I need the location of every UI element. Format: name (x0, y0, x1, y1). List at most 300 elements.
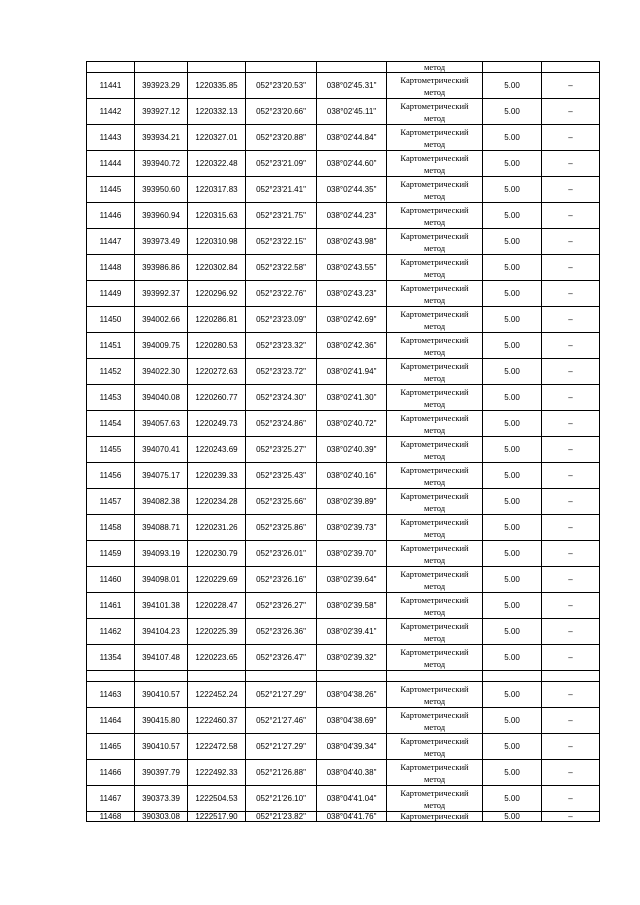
table-row (87, 708, 600, 734)
note-cell: – (542, 567, 600, 593)
accuracy-cell: 5.00 (483, 734, 542, 760)
method-text: Картометрический (400, 811, 469, 821)
note-cell: – (542, 255, 600, 281)
latitude-cell: 052°23'23.72" (246, 359, 317, 385)
note-cell: – (542, 463, 600, 489)
longitude-cell: 038°02'43.98" (317, 229, 387, 255)
point-number-cell: 11465 (87, 734, 135, 760)
note-cell: – (542, 489, 600, 515)
accuracy-cell: 5.00 (483, 682, 542, 708)
longitude-cell: 038°02'40.39" (317, 437, 387, 463)
method-text: Картометрический (400, 709, 469, 720)
note-cell: – (542, 515, 600, 541)
coord-y-cell: 1220228.47 (188, 593, 246, 619)
longitude-cell: 038°02'39.73" (317, 515, 387, 541)
method-text: метод (423, 320, 446, 331)
latitude-cell: 052°23'26.01" (246, 541, 317, 567)
method-text: Картометрический (400, 761, 469, 772)
table-row (87, 385, 600, 411)
table-row (87, 812, 600, 822)
latitude-cell: 052°23'23.32" (246, 333, 317, 359)
accuracy-cell: 5.00 (483, 541, 542, 567)
method-text: метод (423, 799, 446, 810)
accuracy-cell: 5.00 (483, 411, 542, 437)
coord-y-cell: 1220317.83 (188, 177, 246, 203)
method-text: метод (423, 606, 446, 617)
accuracy-cell: 5.00 (483, 333, 542, 359)
coord-x-cell: 394101.38 (135, 593, 188, 619)
method-cell (387, 760, 483, 786)
method-text: Картометрический (400, 490, 469, 501)
coord-y-cell: 1220229.69 (188, 567, 246, 593)
point-number-cell: 11463 (87, 682, 135, 708)
table-row-separator (87, 671, 600, 682)
longitude-cell: 038°02'39.64" (317, 567, 387, 593)
method-text: Картометрический (400, 386, 469, 397)
longitude-cell: 038°04'41.04" (317, 786, 387, 812)
table-row (87, 177, 600, 203)
coord-x-cell: 390410.57 (135, 734, 188, 760)
accuracy-cell: 5.00 (483, 645, 542, 671)
method-text: метод (423, 372, 446, 383)
accuracy-cell: 5.00 (483, 489, 542, 515)
method-text: Картометрический (400, 308, 469, 319)
method-text: метод (423, 190, 446, 201)
note-cell: – (542, 177, 600, 203)
coord-x-cell: 394098.01 (135, 567, 188, 593)
point-number-cell: 11448 (87, 255, 135, 281)
coord-y-cell: 1220280.53 (188, 333, 246, 359)
point-number-cell: 11462 (87, 619, 135, 645)
method-cell (387, 437, 483, 463)
coord-x-cell: 393973.49 (135, 229, 188, 255)
coord-y-cell: 1220243.69 (188, 437, 246, 463)
table-row (87, 255, 600, 281)
method-cell (387, 281, 483, 307)
point-number-cell: 11453 (87, 385, 135, 411)
coord-x-cell: 394057.63 (135, 411, 188, 437)
longitude-cell: 038°02'39.70" (317, 541, 387, 567)
point-number-cell: 11468 (87, 812, 135, 822)
coord-x-cell: 393934.21 (135, 125, 188, 151)
latitude-cell: 052°23'25.27" (246, 437, 317, 463)
method-text: метод (423, 61, 446, 72)
coord-y-cell: 1220272.63 (188, 359, 246, 385)
method-text: метод (423, 138, 446, 149)
point-number-cell: 11449 (87, 281, 135, 307)
coord-x-cell: 393940.72 (135, 151, 188, 177)
method-cell (387, 463, 483, 489)
accuracy-cell: 5.00 (483, 125, 542, 151)
accuracy-cell: 5.00 (483, 177, 542, 203)
longitude-cell: 038°04'38.69" (317, 708, 387, 734)
latitude-cell: 052°21'26.88" (246, 760, 317, 786)
latitude-cell: 052°21'26.10" (246, 786, 317, 812)
table-row (87, 463, 600, 489)
coord-y-cell: 1220296.92 (188, 281, 246, 307)
accuracy-cell: 5.00 (483, 463, 542, 489)
longitude-cell: 038°02'39.32" (317, 645, 387, 671)
latitude-cell: 052°23'26.16" (246, 567, 317, 593)
longitude-cell: 038°02'39.89" (317, 489, 387, 515)
method-text: Картометрический (400, 230, 469, 241)
accuracy-cell: 5.00 (483, 619, 542, 645)
latitude-cell: 052°21'23.82" (246, 812, 317, 822)
longitude-cell: 038°02'39.58" (317, 593, 387, 619)
note-cell: – (542, 333, 600, 359)
coord-y-cell: 1220310.98 (188, 229, 246, 255)
accuracy-cell: 5.00 (483, 151, 542, 177)
table-row (87, 359, 600, 385)
method-text: Картометрический (400, 620, 469, 631)
method-text: Картометрический (400, 334, 469, 345)
note-cell: – (542, 682, 600, 708)
accuracy-cell: 5.00 (483, 567, 542, 593)
point-number-cell: 11464 (87, 708, 135, 734)
method-text: метод (423, 242, 446, 253)
note-cell: – (542, 645, 600, 671)
method-cell (387, 786, 483, 812)
table-row (87, 786, 600, 812)
coord-x-cell: 393950.60 (135, 177, 188, 203)
coord-y-cell: 1220260.77 (188, 385, 246, 411)
method-text: Картометрический (400, 438, 469, 449)
longitude-cell: 038°04'40.38" (317, 760, 387, 786)
point-number-cell: 11457 (87, 489, 135, 515)
method-text: Картометрический (400, 683, 469, 694)
method-cell (387, 73, 483, 99)
table-row (87, 593, 600, 619)
method-cell (387, 385, 483, 411)
latitude-cell: 052°23'26.36" (246, 619, 317, 645)
longitude-cell: 038°02'44.35" (317, 177, 387, 203)
accuracy-cell: 5.00 (483, 708, 542, 734)
table-row (87, 281, 600, 307)
point-number-cell: 11443 (87, 125, 135, 151)
table-row (87, 619, 600, 645)
accuracy-cell: 5.00 (483, 73, 542, 99)
coord-x-cell: 390410.57 (135, 682, 188, 708)
accuracy-cell: 5.00 (483, 593, 542, 619)
latitude-cell: 052°23'22.58" (246, 255, 317, 281)
latitude-cell: 052°23'25.43" (246, 463, 317, 489)
coord-y-cell: 1222460.37 (188, 708, 246, 734)
point-number-cell: 11455 (87, 437, 135, 463)
longitude-cell: 038°02'43.23" (317, 281, 387, 307)
method-cell (387, 489, 483, 515)
accuracy-cell: 5.00 (483, 255, 542, 281)
latitude-cell: 052°23'20.88" (246, 125, 317, 151)
coord-y-cell: 1220302.84 (188, 255, 246, 281)
note-cell: – (542, 307, 600, 333)
latitude-cell: 052°23'20.53" (246, 73, 317, 99)
point-number-cell: 11442 (87, 99, 135, 125)
note-cell: – (542, 73, 600, 99)
latitude-cell: 052°23'23.09" (246, 307, 317, 333)
latitude-cell: 052°23'24.30" (246, 385, 317, 411)
table-row (87, 541, 600, 567)
accuracy-cell: 5.00 (483, 437, 542, 463)
longitude-cell: 038°04'41.76" (317, 812, 387, 822)
note-cell: – (542, 437, 600, 463)
table-row (87, 73, 600, 99)
point-number-cell: 11458 (87, 515, 135, 541)
method-cell (387, 411, 483, 437)
longitude-cell: 038°04'38.26" (317, 682, 387, 708)
method-text: метод (423, 424, 446, 435)
note-cell: – (542, 411, 600, 437)
longitude-cell: 038°02'42.69" (317, 307, 387, 333)
accuracy-cell: 5.00 (483, 812, 542, 822)
method-cell (387, 229, 483, 255)
table-row (87, 734, 600, 760)
note-cell: – (542, 229, 600, 255)
note-cell: – (542, 281, 600, 307)
coord-y-cell: 1220249.73 (188, 411, 246, 437)
coord-y-cell: 1220225.39 (188, 619, 246, 645)
point-number-cell: 11466 (87, 760, 135, 786)
latitude-cell: 052°23'26.27" (246, 593, 317, 619)
longitude-cell: 038°02'44.60" (317, 151, 387, 177)
point-number-cell: 11452 (87, 359, 135, 385)
note-cell: – (542, 619, 600, 645)
method-text: метод (423, 580, 446, 591)
longitude-cell: 038°02'42.36" (317, 333, 387, 359)
method-text: Картометрический (400, 204, 469, 215)
method-text: метод (423, 294, 446, 305)
coord-x-cell: 393986.86 (135, 255, 188, 281)
point-number-cell: 11451 (87, 333, 135, 359)
accuracy-cell: 5.00 (483, 515, 542, 541)
coord-y-cell: 1222452.24 (188, 682, 246, 708)
latitude-cell: 052°23'20.66" (246, 99, 317, 125)
coord-x-cell: 390303.08 (135, 812, 188, 822)
point-number-cell: 11456 (87, 463, 135, 489)
method-cell (387, 333, 483, 359)
method-cell (387, 255, 483, 281)
coord-x-cell: 394022.30 (135, 359, 188, 385)
method-text: Картометрический (400, 282, 469, 293)
coord-x-cell: 394002.66 (135, 307, 188, 333)
accuracy-cell: 5.00 (483, 99, 542, 125)
coord-x-cell: 394070.41 (135, 437, 188, 463)
longitude-cell: 038°02'40.16" (317, 463, 387, 489)
latitude-cell: 052°23'25.86" (246, 515, 317, 541)
longitude-cell: 038°02'41.30" (317, 385, 387, 411)
coord-y-cell: 1220315.63 (188, 203, 246, 229)
note-cell: – (542, 812, 600, 822)
point-number-cell: 11460 (87, 567, 135, 593)
coord-y-cell: 1220335.85 (188, 73, 246, 99)
table-row (87, 760, 600, 786)
accuracy-cell: 5.00 (483, 760, 542, 786)
coord-x-cell: 394104.23 (135, 619, 188, 645)
method-text: метод (423, 216, 446, 227)
latitude-cell: 052°23'25.66" (246, 489, 317, 515)
coord-x-cell: 394107.48 (135, 645, 188, 671)
table-row (87, 151, 600, 177)
coord-y-cell: 1220322.48 (188, 151, 246, 177)
latitude-cell: 052°23'22.15" (246, 229, 317, 255)
latitude-cell: 052°23'22.76" (246, 281, 317, 307)
method-cell (387, 515, 483, 541)
method-text: метод (423, 658, 446, 669)
method-cell (387, 645, 483, 671)
method-cell (387, 307, 483, 333)
method-text: метод (423, 476, 446, 487)
note-cell: – (542, 760, 600, 786)
note-cell: – (542, 786, 600, 812)
method-cell (387, 708, 483, 734)
method-text: Картометрический (400, 100, 469, 111)
method-cell (387, 125, 483, 151)
coord-y-cell: 1220286.81 (188, 307, 246, 333)
point-number-cell: 11461 (87, 593, 135, 619)
coord-y-cell: 1222517.90 (188, 812, 246, 822)
method-cell (387, 359, 483, 385)
point-number-cell: 11447 (87, 229, 135, 255)
coord-y-cell: 1220230.79 (188, 541, 246, 567)
coord-y-cell: 1220332.13 (188, 99, 246, 125)
accuracy-cell: 5.00 (483, 307, 542, 333)
coord-y-cell: 1222492.33 (188, 760, 246, 786)
method-cell (387, 99, 483, 125)
coordinates-table-body (87, 62, 600, 822)
longitude-cell: 038°02'40.72" (317, 411, 387, 437)
method-cell (387, 812, 483, 822)
coord-x-cell: 390373.39 (135, 786, 188, 812)
coord-x-cell: 390397.79 (135, 760, 188, 786)
point-number-cell: 11444 (87, 151, 135, 177)
method-cell (387, 177, 483, 203)
coord-x-cell: 390415.80 (135, 708, 188, 734)
note-cell: – (542, 385, 600, 411)
table-row (87, 515, 600, 541)
method-text: Картометрический (400, 178, 469, 189)
table-row (87, 307, 600, 333)
accuracy-cell: 5.00 (483, 203, 542, 229)
method-cell (387, 734, 483, 760)
coord-y-cell: 1220223.65 (188, 645, 246, 671)
coord-y-cell: 1222472.58 (188, 734, 246, 760)
method-cell (387, 203, 483, 229)
latitude-cell: 052°21'27.29" (246, 734, 317, 760)
table-row (87, 125, 600, 151)
note-cell: – (542, 593, 600, 619)
method-text: метод (423, 164, 446, 175)
coord-x-cell: 394075.17 (135, 463, 188, 489)
coord-x-cell: 393927.12 (135, 99, 188, 125)
method-text: метод (423, 632, 446, 643)
coord-y-cell: 1220234.28 (188, 489, 246, 515)
longitude-cell: 038°04'39.34" (317, 734, 387, 760)
method-text: Картометрический (400, 74, 469, 85)
longitude-cell: 038°02'41.94" (317, 359, 387, 385)
point-number-cell: 11354 (87, 645, 135, 671)
method-text: метод (423, 695, 446, 706)
note-cell: – (542, 359, 600, 385)
coord-x-cell: 394088.71 (135, 515, 188, 541)
accuracy-cell: 5.00 (483, 281, 542, 307)
method-cell (387, 567, 483, 593)
coord-x-cell: 393992.37 (135, 281, 188, 307)
method-text: метод (423, 86, 446, 97)
coord-x-cell: 394082.38 (135, 489, 188, 515)
longitude-cell: 038°02'43.55" (317, 255, 387, 281)
method-text: Картометрический (400, 464, 469, 475)
method-text: Картометрический (400, 412, 469, 423)
method-text: Картометрический (400, 152, 469, 163)
longitude-cell: 038°02'45.11" (317, 99, 387, 125)
method-text: Картометрический (400, 787, 469, 798)
point-number-cell: 11450 (87, 307, 135, 333)
method-text: метод (423, 502, 446, 513)
latitude-cell: 052°23'21.75" (246, 203, 317, 229)
method-text: Картометрический (400, 126, 469, 137)
method-cell (387, 682, 483, 708)
table-row (87, 567, 600, 593)
method-text: Картометрический (400, 646, 469, 657)
latitude-cell: 052°23'21.09" (246, 151, 317, 177)
accuracy-cell: 5.00 (483, 786, 542, 812)
latitude-cell: 052°23'24.86" (246, 411, 317, 437)
table-row-continued (87, 62, 600, 73)
point-number-cell: 11446 (87, 203, 135, 229)
method-text: метод (423, 721, 446, 732)
note-cell: – (542, 151, 600, 177)
latitude-cell: 052°23'26.47" (246, 645, 317, 671)
method-text: метод (423, 773, 446, 784)
point-number-cell: 11445 (87, 177, 135, 203)
method-text: Картометрический (400, 516, 469, 527)
latitude-cell: 052°21'27.46" (246, 708, 317, 734)
coordinates-table (86, 61, 600, 822)
coord-x-cell: 393960.94 (135, 203, 188, 229)
accuracy-cell: 5.00 (483, 359, 542, 385)
latitude-cell: 052°23'21.41" (246, 177, 317, 203)
accuracy-cell: 5.00 (483, 229, 542, 255)
method-text: Картометрический (400, 360, 469, 371)
method-text: метод (423, 450, 446, 461)
table-row (87, 411, 600, 437)
table-row (87, 489, 600, 515)
longitude-cell: 038°02'39.41" (317, 619, 387, 645)
table-row (87, 682, 600, 708)
longitude-cell: 038°02'45.31" (317, 73, 387, 99)
method-cell (387, 619, 483, 645)
coord-y-cell: 1220239.33 (188, 463, 246, 489)
method-text: метод (423, 268, 446, 279)
coord-x-cell: 394040.08 (135, 385, 188, 411)
method-text: Картометрический (400, 256, 469, 267)
longitude-cell: 038°02'44.23" (317, 203, 387, 229)
note-cell: – (542, 708, 600, 734)
method-text: Картометрический (400, 568, 469, 579)
method-cell (387, 541, 483, 567)
table-row (87, 229, 600, 255)
method-text: метод (423, 346, 446, 357)
point-number-cell: 11459 (87, 541, 135, 567)
coord-y-cell: 1222504.53 (188, 786, 246, 812)
table-row (87, 333, 600, 359)
note-cell: – (542, 125, 600, 151)
table-row (87, 99, 600, 125)
coord-y-cell: 1220327.01 (188, 125, 246, 151)
coord-x-cell: 394093.19 (135, 541, 188, 567)
table-row (87, 645, 600, 671)
note-cell: – (542, 99, 600, 125)
method-text: метод (423, 398, 446, 409)
